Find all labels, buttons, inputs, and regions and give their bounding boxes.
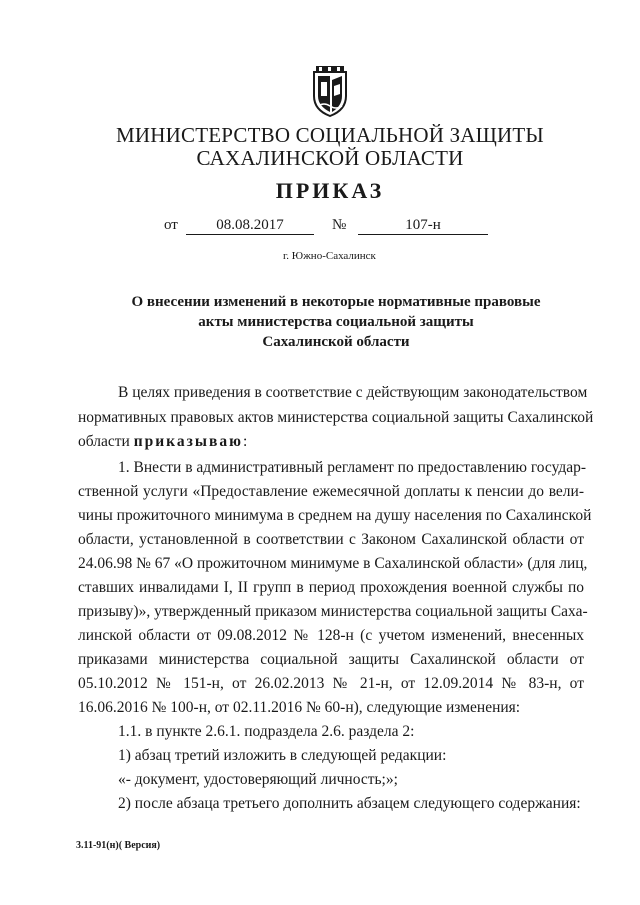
paragraph1-line: чины прожиточного минимума в среднем на душу населения по Сахалинской	[78, 507, 592, 524]
ministry-name-line2: САХАЛИНСКОЙ ОБЛАСТИ	[196, 146, 464, 170]
paragraph1-line: ственной услуги «Предоставление ежемесячной доплаты к пенсии до вели-	[78, 483, 584, 500]
subject-line2: акты министерства социальной защиты	[198, 314, 474, 330]
subject-line3: Сахалинской области	[262, 334, 410, 350]
intro-line2: нормативных правовых актов министерства социальной защиты Сахалинской	[78, 409, 594, 426]
subject-line1: О внесении изменений в некоторые нормативные правовые	[131, 294, 541, 310]
order-verb: приказываю	[133, 433, 243, 450]
intro-line3	[78, 433, 584, 451]
item-1-1-2: 2) после абзаца третьего дополнить абзацем следующего содержания:	[118, 795, 581, 812]
paragraph1-line: области, установленной в соответствии с Законом Сахалинской области от	[78, 531, 584, 548]
document-code: 3.11-91(н)( Версия)	[76, 840, 161, 851]
paragraph1-line: линской области от 09.08.2012 № 128-н (с учетом изменений, внесенных	[78, 627, 584, 644]
number-label: №	[332, 217, 347, 233]
item-1-1: 1.1. в пункте 2.6.1. подраздела 2.6. раздела 2:	[118, 723, 415, 740]
intro-line3-suffix: :	[242, 433, 248, 450]
document-type: ПРИКАЗ	[275, 178, 385, 203]
order-date: 08.08.2017	[186, 216, 314, 235]
item-1-1-1-quote: «- документ, удостоверяющий личность;»;	[118, 771, 398, 788]
order-number: 107-н	[358, 216, 488, 235]
paragraph1-line: 24.06.98 № 67 «О прожиточном минимуме в Сахалинской области» (для лиц,	[78, 555, 588, 572]
paragraph1-line: 1. Внести в административный регламент по предоставлению государ-	[118, 459, 587, 476]
intro-line3-prefix: области	[78, 433, 134, 450]
intro-line1: В целях приведения в соответствие с действующим законодательством	[118, 384, 588, 401]
date-label: от	[164, 217, 178, 233]
paragraph1-line: 16.06.2016 № 100-н, от 02.11.2016 № 60-н), следующие изменения:	[78, 699, 521, 716]
ministry-name-line1: МИНИСТЕРСТВО СОЦИАЛЬНОЙ ЗАЩИТЫ	[116, 123, 544, 147]
sakhalin-coat-of-arms-icon	[310, 66, 350, 118]
paragraph1-line: ставших инвалидами I, II групп в период прохождения военной службы по	[78, 579, 584, 596]
city: г. Южно-Сахалинск	[283, 250, 376, 262]
paragraph1-line: приказами министерства социальной защиты Сахалинской области от	[78, 651, 584, 668]
paragraph1-line: призыву)», утвержденный приказом министерства социальной защиты Саха-	[78, 603, 588, 620]
item-1-1-1: 1) абзац третий изложить в следующей редакции:	[118, 747, 447, 764]
paragraph1-line: 05.10.2012 № 151-н, от 26.02.2013 № 21-н, от 12.09.2014 № 83-н, от	[78, 675, 584, 692]
